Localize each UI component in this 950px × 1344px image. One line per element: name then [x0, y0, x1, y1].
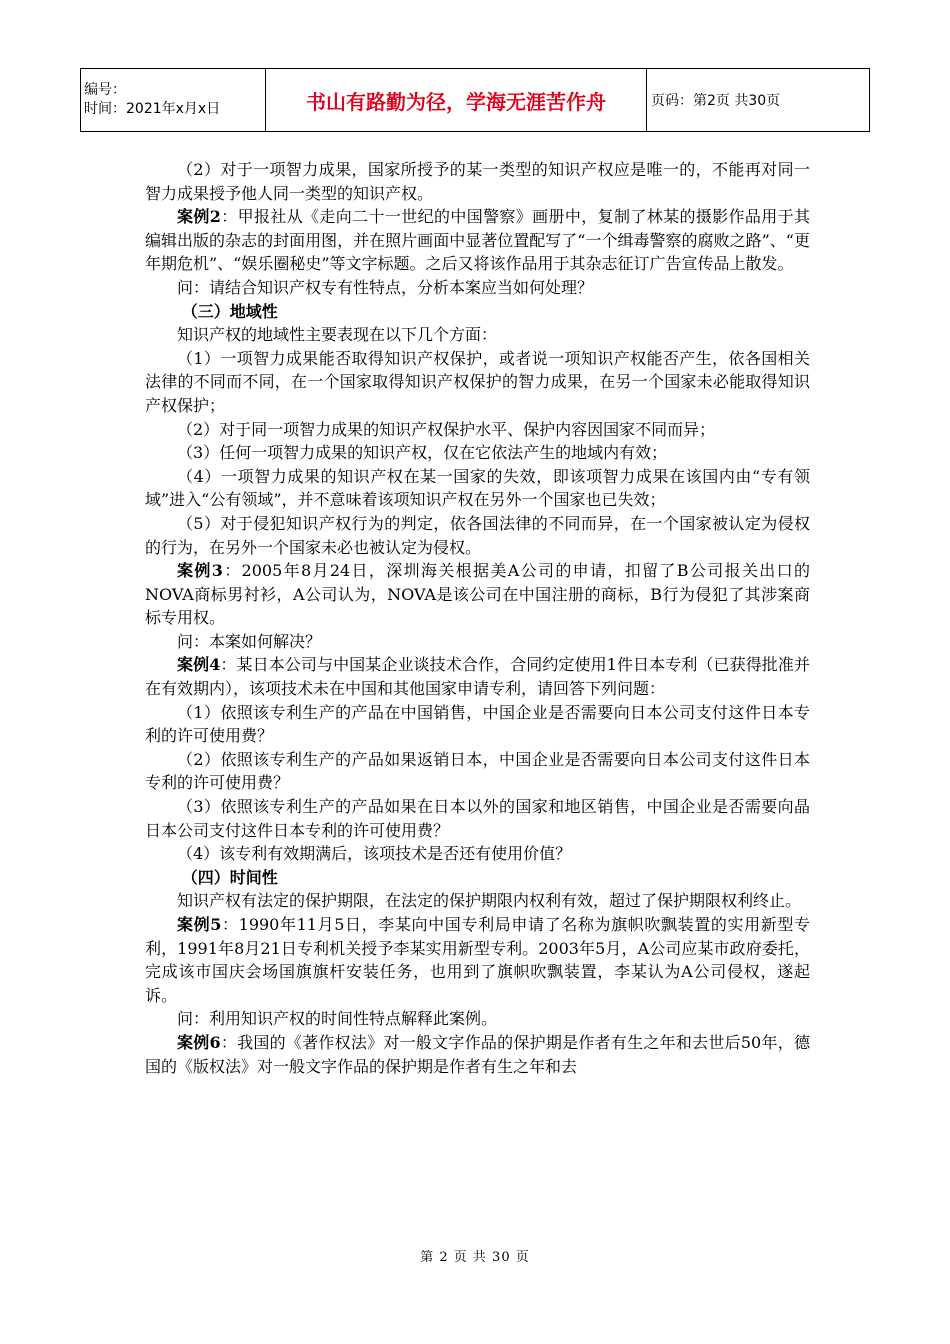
- body-paragraph: 知识产权有法定的保护期限，在法定的保护期限内权利有效，超过了保护期限权利终止。: [177, 891, 802, 911]
- body-paragraph: 问：请结合知识产权专有性特点，分析本案应当如何处理？: [177, 277, 594, 297]
- body-paragraph: （2）依照该专利生产的产品如果返销日本，中国企业是否需要向日本公司支付这件日本专利的许可使用费？: [145, 749, 810, 793]
- case-text: ：我国的《著作权法》对一般文字作品的保护期是作者有生之年和去世后50年，德国的《版权法》对一般文字作品的保护期是作者有生之年和去: [145, 1032, 810, 1076]
- header-meta: [81, 69, 266, 132]
- header-motto: 书山有路勤为径，学海无涯苦作舟: [266, 69, 647, 132]
- body-paragraph: 问：本案如何解决？: [177, 631, 322, 651]
- case-paragraph: [145, 205, 810, 276]
- body-paragraph: （3）任何一项智力成果的知识产权，仅在它依法产生的地域内有效；: [177, 443, 668, 463]
- case-text: ：某日本公司与中国某企业谈技术合作，合同约定使用1件日本专利（已获得批准并在有效期内），该项技术未在中国和其他国家申请专利，请回答下列问题：: [145, 655, 810, 699]
- body-paragraph: 知识产权的地域性主要表现在以下几个方面：: [177, 325, 498, 345]
- page-header: [80, 68, 870, 132]
- header-page-info: 页码：第2页 共30页: [647, 69, 870, 132]
- case-label: 案例3: [177, 561, 223, 581]
- body-paragraph: （5）对于侵犯知识产权行为的判定，依各国法律的不同而异，在一个国家被认定为侵权的行为，在另外一个国家未必也被认定为侵权。: [145, 513, 810, 557]
- case-paragraph: [145, 913, 810, 1007]
- body-paragraph: （4）一项智力成果的知识产权在某一国家的失效，即该项智力成果在该国内由“专有领域”进入“公有领域”，并不意味着该项知识产权在另外一个国家也已失效；: [145, 466, 810, 510]
- body-paragraph: （2）对于一项智力成果，国家所授予的某一类型的知识产权应是唯一的，不能再对同一智力成果授予他人同一类型的知识产权。: [145, 160, 810, 203]
- case-text: ：1990年11月5日，李某向中国专利局申请了名称为旗帜吹飘装置的实用新型专利，1991年8月21日专利机关授予李某实用新型专利。2003年5月，A公司应某市政府委托，完成该市国庆会场国旗旗杆安装任务，也用到了旗帜吹飘装置，李某认为A公司侵权，遂起诉。: [145, 915, 810, 1005]
- case-paragraph: [145, 559, 810, 630]
- body-paragraph: （3）依照该专利生产的产品如果在日本以外的国家和地区销售，中国企业是否需要向晶日本公司支付这件日本专利的许可使用费？: [145, 797, 810, 840]
- body-paragraph: （1）一项智力成果能否取得知识产权保护，或者说一项知识产权能否产生，依各国相关法律的不同而不同，在一个国家取得知识产权保护的智力成果，在另一个国家未必能取得知识产权保护；: [145, 348, 810, 415]
- body-paragraph: （2）对于同一项智力成果的知识产权保护水平、保护内容因国家不同而异；: [177, 419, 716, 439]
- page-footer: 第 2 页 共 30 页: [420, 1250, 530, 1265]
- case-label: 案例4: [177, 655, 221, 675]
- body-paragraph: （1）依照该专利生产的产品在中国销售，中国企业是否需要向日本公司支付这件日本专利的许可使用费？: [145, 702, 810, 746]
- section-heading: （四）时间性: [181, 867, 278, 887]
- case-text: ：甲报社从《走向二十一世纪的中国警察》画册中，复制了林某的摄影作品用于其编辑出版的杂志的封面用图，并在照片画面中显著位置配写了“一个缉毒警察的腐败之路”、“更年期危机”、“娱乐圈秘史”等文字标题。之后又将该作品用于其杂志征订广告宣传品上散发。: [145, 207, 810, 274]
- section-heading: （三）地域性: [181, 301, 278, 321]
- body-paragraph: （4）该专利有效期满后，该项技术是否还有使用价值？: [177, 844, 572, 864]
- document-body: [145, 158, 810, 1078]
- case-text: ：2005年8月24日，深圳海关根据美A公司的申请，扣留了B公司报关出口的NOVA商标男衬衫，A公司认为，NOVA是该公司在中国注册的商标，B行为侵犯了其涉案商标专用权。: [145, 561, 810, 628]
- document-number-label: 编号：: [84, 82, 126, 98]
- case-label: 案例6: [177, 1032, 221, 1052]
- document-time-label: 时间：2021年x月x日: [84, 101, 221, 117]
- case-paragraph: [145, 1031, 810, 1078]
- body-paragraph: 问：利用知识产权的时间性特点解释此案例。: [177, 1009, 498, 1029]
- case-paragraph: [145, 653, 810, 700]
- case-label: 案例2: [177, 207, 221, 227]
- case-label: 案例5: [177, 915, 222, 934]
